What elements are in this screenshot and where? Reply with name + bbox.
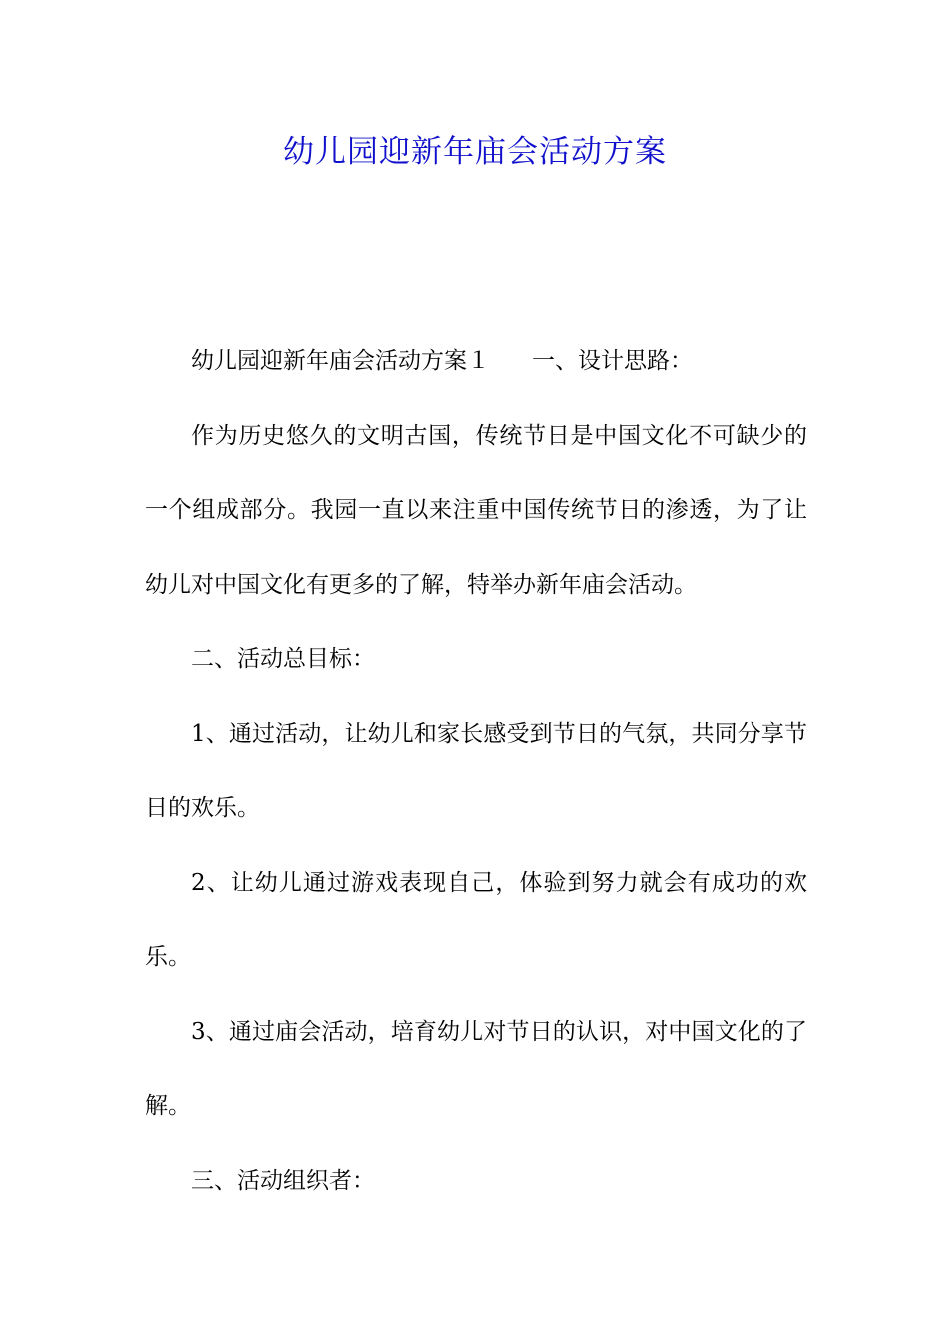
- section-heading-goals: 二、活动总目标：: [191, 646, 375, 672]
- plan-title-text: 幼儿园迎新年庙会活动方案１: [191, 348, 490, 374]
- goal-item-1: 1、通过活动，让幼儿和家长感受到节日的气氛，共同分享节日的欢乐。: [145, 720, 807, 821]
- section-heading-organizers: 三、活动组织者：: [191, 1167, 375, 1194]
- paragraph-design-idea: 作为历史悠久的文明古国，传统节日是中国文化不可缺少的一个组成部分。我园一直以来注重中国传统节日的渗透，为了让幼儿对中国文化有更多的了解，特举办新年庙会活动。: [145, 422, 807, 598]
- goal-item-3: 3、通过庙会活动，培育幼儿对节日的认识，对中国文化的了解。: [145, 1018, 807, 1119]
- goal-item-2: 2、让幼儿通过游戏表现自己，体验到努力就会有成功的欢乐。: [145, 869, 807, 970]
- heading-line: [145, 324, 807, 399]
- section-heading-design-idea: 一、设计思路：: [532, 348, 693, 374]
- document-body: [145, 324, 807, 1218]
- document-title: 幼儿园迎新年庙会活动方案: [283, 134, 667, 170]
